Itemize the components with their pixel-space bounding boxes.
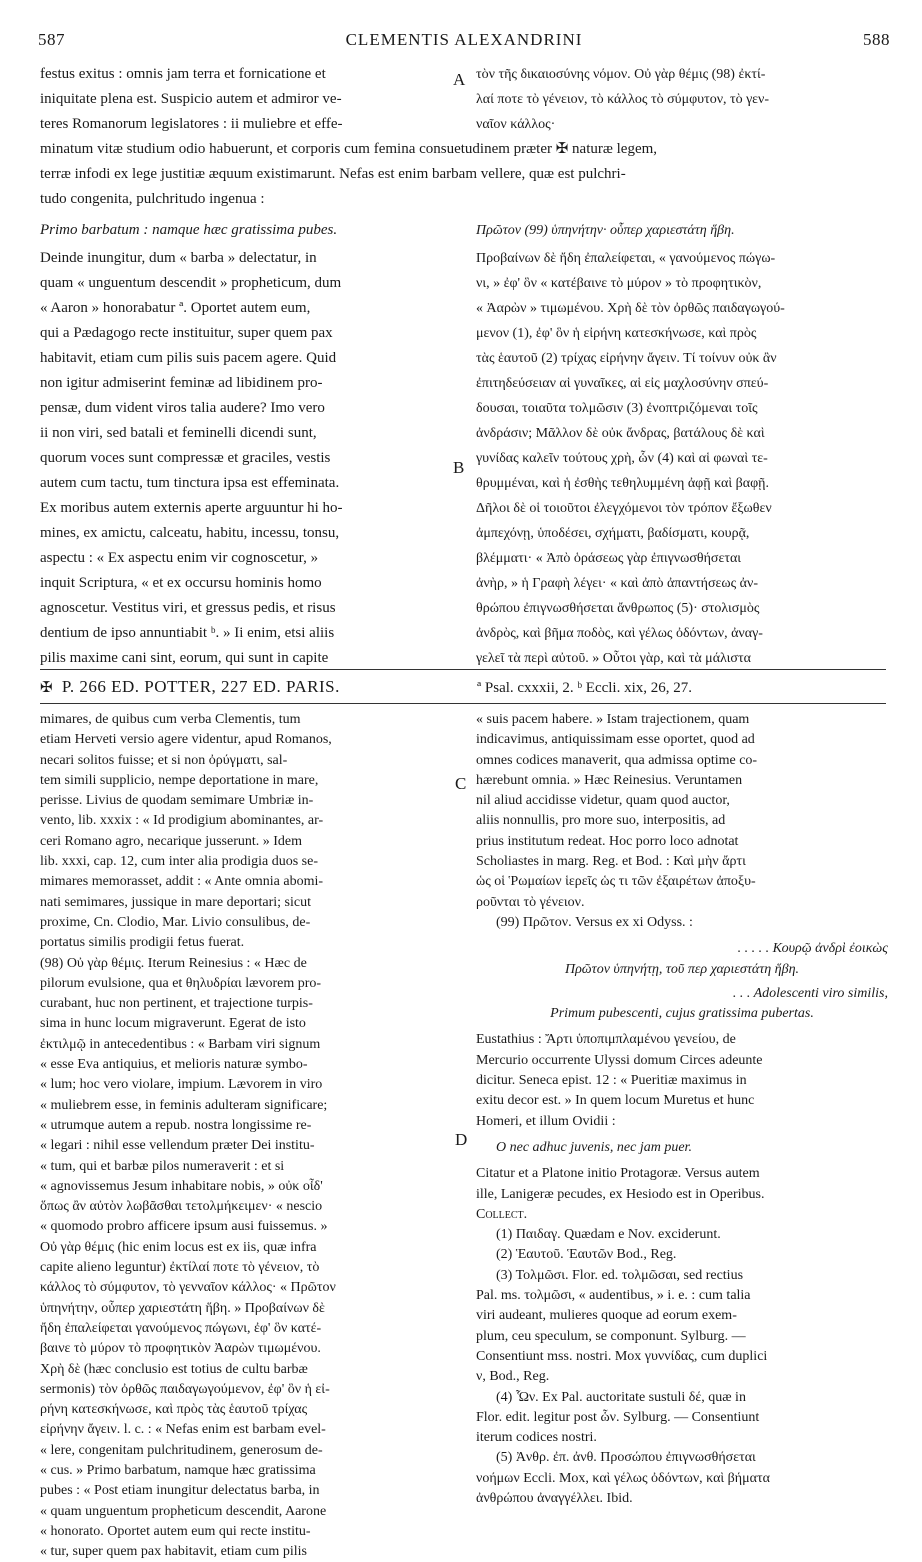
note-line: perisse. Livius de quodam semimare Umbriæ in- (40, 793, 314, 809)
text-line: quorum voces sunt compressæ et graciles, vestis (40, 450, 331, 466)
text-line: iniquitate plena est. Suspicio autem et admiror ve- (40, 91, 342, 107)
note-line: « agnovissemus Jesum inhabitare nobis, » οὐκ οἶδ' (40, 1178, 323, 1194)
note-line: (3) Τολμῶσι. Flor. ed. τολμῶσαι, sed rectius (496, 1267, 744, 1283)
note-line: sermonis) τὸν ὀρθῶς παιδαγωγούμενον, ἐφ' ὃν ἡ εἰ- (40, 1381, 330, 1397)
text-line: pensæ, dum vident viros talia audere? Imo vero (40, 400, 325, 416)
text-line: qui a Pædagogo recte instituitur, super quem pax (40, 325, 333, 341)
note-line: viri audeant, mulieres quoque ad eorum exem- (476, 1308, 737, 1324)
note-line: proxime, Cn. Clodio, Mar. Livio consulibus, de- (40, 914, 311, 930)
note-line: ille, Lanigeræ pecudes, ex Hesiodo est in Operibus. (476, 1186, 765, 1202)
note-line: aliis nonnullis, pro more suo, interpositis, ad (476, 813, 726, 829)
note-line: indicavimus, antiquissimam esse oportet, quod ad (476, 732, 755, 748)
margin-marker-a: A (453, 70, 466, 89)
note-line: « cus. » Primo barbatum, namque hæc gratissima (40, 1462, 316, 1478)
note-line: ἐκτιλμῷ in antecedentibus : « Barbam viri signum (40, 1036, 321, 1052)
text-line: « Ἀαρὼν » τιμωμένου. Χρὴ δὲ τὸν ὀρθῶς παιδαγωγού- (476, 301, 785, 316)
text-line: aspectu : « Ex aspectu enim vir cognoscetur, » (40, 550, 319, 566)
text-line: θρυμμέναι, καὶ ἡ ἐσθὴς τεθηλυμμένη ἀφῇ καὶ βαφῇ. (476, 476, 769, 491)
text-line: θρώπου ἐπιγνωσθήσεται ἄνθρωπος (5)· στολισμὸς (476, 601, 760, 616)
verse-latin: Primo barbatum : namque hæc gratissima pubes. (40, 222, 338, 238)
footnote-references: ª Psal. cxxxii, 2. ᵇ Eccli. xix, 26, 27. (477, 680, 693, 696)
text-line: pilis maxime cani sint, eorum, qui sunt in capite (40, 650, 329, 666)
note-line: ἤδη ἐπαλείφεται γανούμενος πώγωνι, ἐφ' ὃν κατέ- (40, 1320, 322, 1336)
edition-reference (40, 677, 340, 697)
text-line: mines, ex amictu, calceatu, habitu, incessu, tonsu, (40, 525, 340, 541)
note-line: iterum codices nostri. (476, 1430, 597, 1446)
page-number-right: 588 (863, 30, 890, 49)
note-line: κάλλος τὸ σύμφυτον, τὸ γενναῖον κάλλος· « Πρῶτον (40, 1280, 336, 1296)
note-line: Οὐ γὰρ θέμις (hic enim locus est ex iis, quæ infra (40, 1239, 317, 1255)
text-line: μενον (1), ἐφ' ὃν ἡ εἰρήνη κατεσκήνωσε, καὶ πρὸς (476, 326, 757, 341)
note-line: Mercurio occurrente Ulyssi domum Circes adeunte (476, 1052, 763, 1068)
verse-greek-1: . . . . . Κουρῷ ἀνδρὶ ἐοικὼς (737, 941, 888, 957)
text-line: ἀνδράσιν; Μᾶλλον δὲ οὐκ ἄνδρας, βατάλους δὲ καὶ (476, 426, 765, 441)
note-line: ὑπηνήτην, οὗπερ χαριεστάτη ἥβη. » Προβαίνων δὲ (40, 1300, 325, 1316)
section-rule (40, 703, 886, 704)
note-line: εἰρήνην ἄγειν. l. c. : « Nefas enim est barbam evel- (40, 1422, 326, 1438)
running-header (38, 30, 890, 56)
note-line: (2) Ἑαυτοῦ. Ἑαυτῶν Bod., Reg. (496, 1247, 677, 1263)
note-line: Homeri, et illum Ovidii : (476, 1113, 616, 1129)
note-line: « quam unguentum propheticum descendit, Aarone (40, 1503, 327, 1519)
note-line: ροῦνται τὸ γένειον. (476, 894, 585, 910)
note-line: hærebunt omnia. » Hæc Reinesius. Veruntamen (476, 772, 743, 788)
note-line: « quomodo probro afficere ipsum ausi fuissemus. » (40, 1219, 328, 1235)
text-line: γελεῖ τὰ περὶ αὐτοῦ. » Οὗτοι γὰρ, καὶ τὰ μάλιστα (476, 651, 751, 666)
note-line: « legari : nihil esse vellendum præter Dei institu- (40, 1138, 315, 1154)
text-line: minatum vitæ studium odio habuerunt, et corporis cum femina consuetudinem præter ✠ naturæ legem, (40, 141, 658, 157)
note-line: plum, ceu speculum, se componunt. Sylburg. — (476, 1328, 746, 1344)
note-line: « tum, qui et barbæ pilos numeraverit : et si (40, 1158, 285, 1174)
verse-ovid: O nec adhuc juvenis, nec jam puer. (496, 1139, 692, 1155)
note-line: mimares memorasset, addit : « Ante omnia abomi- (40, 874, 324, 890)
note-line: portatus similis prodigii fetus fuerat. (40, 935, 245, 951)
text-line: non igitur admiserint feminæ ad libidinem pro- (40, 375, 323, 391)
cross-icon: ✠ (40, 680, 54, 696)
running-title: CLEMENTIS ALEXANDRINI (345, 30, 583, 49)
text-line: autem cum tactu, tum tinctura ipsa est effeminata. (40, 475, 340, 491)
text-line: agnoscetur. Vestitus viri, et gressus pedis, et risus (40, 600, 336, 616)
note-line: nil aliud accidisse videtur, quam quod auctor, (476, 793, 730, 809)
note-line: tem simili supplicio, nempe deportatione in mare, (40, 772, 319, 788)
greek-text-column (476, 246, 888, 671)
text-line: « Aaron » honorabatur ª. Oportet autem eum, (40, 300, 311, 316)
fullwidth-passage (40, 137, 886, 212)
text-line: habitavit, etiam cum pilis suis pacem agere. Quid (40, 350, 337, 366)
note-line: pubes : « Post etiam inungitur delectatus barba, in (40, 1483, 320, 1499)
note-line: (98) Οὐ γὰρ θέμις. Iterum Reinesius : « Hæc de (40, 955, 307, 971)
text-line: Προβαίνων δὲ ἤδη ἐπαλείφεται, « γανούμενος πώγω- (476, 251, 776, 266)
note-line: Consentiunt mss. nostri. Mox γυννίδας, cum duplici (476, 1348, 768, 1364)
note-line: « lere, congenitam pulchritudinem, generosum de- (40, 1442, 323, 1458)
text-line: ἀνδρὸς, καὶ βῆμα ποδὸς, καὶ γέλως ὀδόντων, ἀναγ- (476, 626, 763, 641)
text-line: τὰς ἑαυτοῦ (2) τρίχας εἰρήνην ἄγειν. Τί τοίνυν οὐκ ἂν (476, 351, 777, 366)
notes-right-column (476, 710, 888, 1509)
page-number-left: 587 (38, 30, 65, 49)
note-line: prius institutum redeat. Hoc porro loco adnotat (476, 833, 739, 849)
text-line: quam « unguentum descendit » propheticum, dum (40, 275, 342, 291)
note-line: necari solitos fuisse; et si non ὀρύγματι, sal- (40, 752, 288, 768)
note-line: Flor. edit. legitur post ὧν. Sylburg. — Consentiunt (476, 1409, 760, 1425)
notes-left-column (40, 710, 452, 1562)
note-line: « suis pacem habere. » Istam trajectionem, quam (476, 712, 750, 727)
note-line: (5) Ἀνθρ. ἐπ. ἀνθ. Προσώπου ἐπιγνωσθήσεται (496, 1450, 756, 1466)
text-line: inquit Scriptura, « et ex occursu hominis homo (40, 575, 322, 591)
note-line: νοήμων Eccli. Mox, καὶ γέλως ὀδόντων, καὶ βήματα (476, 1470, 770, 1486)
note-line: dicitur. Seneca epist. 12 : « Pueritiæ maximus in (476, 1073, 747, 1089)
note-line: ceri Romano agro, necarique jusserunt. » Idem (40, 833, 303, 849)
note-line: curabant, huc non pertinent, et trajectione turpis- (40, 996, 313, 1012)
section-rule (40, 669, 886, 670)
margin-marker-c: C (455, 774, 467, 793)
note-line: (99) Πρῶτον. Versus ex xi Odyss. : (496, 914, 693, 930)
note-line: Eustathius : Ἄρτι ὑποπιμπλαμένου γενείου, de (476, 1032, 736, 1048)
note-line: mimares, de quibus cum verba Clementis, tum (40, 712, 301, 727)
note-line: Collect. (476, 1206, 528, 1222)
text-line: ἀνὴρ, » ἡ Γραφὴ λέγει· « καὶ ἀπὸ ἀπαντήσεως ἀν- (476, 576, 758, 591)
margin-marker-d: D (455, 1130, 468, 1149)
note-line: (1) Παιδαγ. Quædam e Nov. exciderunt. (496, 1227, 721, 1243)
note-line: capite alieno leguntur) ἐκτίλαί ποτε τὸ γένειον, τὸ (40, 1260, 320, 1276)
note-line: ὅπως ἂν αὐτὸν λωβᾶσθαι τετολμήκειμεν· « nescio (40, 1199, 323, 1215)
text-line: Δῆλοι δὲ οἱ τοιοῦτοι ἐλεγχόμενοι τὸν τρόπον ἔξωθεν (476, 501, 772, 516)
text-line: ἀμπεχόνῃ, ὑποδέσει, σχήματι, βαδίσματι, κουρᾷ, (476, 526, 750, 541)
note-line: vento, lib. xxxix : « Id prodigium abominantes, ar- (40, 813, 324, 829)
note-line: ἀνθρώπου ἀναγγέλλει. Ibid. (476, 1490, 633, 1506)
verse-greek: Πρῶτον (99) ὑπηνήτην· οὗπερ χαριεστάτη ἥβη. (476, 223, 735, 238)
note-line: ρήνη κατεσκήνωσε, καὶ πρὸς τὰς ἑαυτοῦ τρίχας (40, 1402, 308, 1418)
verse-latin-2: Primum pubescenti, cujus gratissima pubertas. (550, 1006, 814, 1022)
latin-translation-column (40, 246, 450, 671)
upper-left-intro (40, 62, 445, 137)
text-line: λαί ποτε τὸ γένειον, τὸ κάλλος τὸ σύμφυτον, τὸ γεν- (476, 92, 769, 107)
text-line: Deinde inungitur, dum « barba » delectatur, in (40, 250, 317, 266)
note-line: Citatur et a Platone initio Protagoræ. Versus autem (476, 1166, 760, 1182)
text-line: βλέμματι· « Ἀπὸ ὁράσεως γὰρ ἐπιγνωσθήσεται (476, 551, 742, 566)
note-line: « honorato. Oportet autem eum qui recte institu- (40, 1523, 311, 1539)
text-line: tudo congenita, pulchritudo ingenua : (40, 191, 265, 207)
verse-greek-2: Πρῶτον ὑπηνήτῃ, τοῦ περ χαριεστάτη ἥβη. (564, 961, 800, 977)
note-line: ὡς οἱ Ῥωμαίων ἱερεῖς ὡς τι τῶν ἐξαιρέτων ἀποξυ- (476, 874, 756, 890)
note-line: Pal. ms. τολμῶσι, « audentibus, » i. e. : cum talia (476, 1288, 751, 1304)
note-line: Χρὴ δὲ (hæc conclusio est totius de cultu barbæ (40, 1361, 308, 1377)
upper-right-intro (476, 62, 886, 137)
note-line: etiam Herveti versio agere videntur, apud Romanos, (40, 732, 332, 748)
note-line: βαινε τὸ μύρον τὸ προφητικὸν Ἀαρὼν τιμωμένου. (40, 1341, 321, 1357)
note-line: « muliebrem esse, in feminis adulteram significare; (40, 1097, 328, 1113)
note-line: sima in hunc locum migraverunt. Egerat de isto (40, 1016, 306, 1032)
note-line: « utrumque autem a repub. nostra longissime re- (40, 1117, 312, 1133)
note-line: pilorum evulsione, qua et θηλυδρίαι lævorem pro- (40, 975, 322, 991)
text-line: ii non viri, sed batali et feminelli dicendi sunt, (40, 425, 317, 441)
text-line: terræ infodi ex lege justitiæ æquum existimarunt. Nefas est enim barbam vellere, quæ est pulchri- (40, 166, 626, 182)
edition-text: P. 266 ED. POTTER, 227 ED. PARIS. (61, 677, 340, 696)
text-line: δουσαι, τοιαῦτα τολμῶσιν (3) ἐνοπτριζόμεναι τοῖς (476, 401, 758, 416)
text-line: dentium de ipso annuntiabit ᵇ. » Ii enim, etsi aliis (40, 625, 335, 641)
text-line: ναῖον κάλλος· (476, 117, 556, 132)
note-line: lib. xxxi, cap. 12, cum inter alia prodigia duos se- (40, 854, 318, 870)
note-line: nati semimares, jussique in mare deportari; sicut (40, 894, 311, 910)
note-line: Scholiastes in marg. Reg. et Bod. : Καὶ μὴν ἄρτι (476, 854, 746, 870)
text-line: ἐπιτηδεύσειαν αἱ γυναῖκες, αἱ εἰς μαχλοσύνην σπεύ- (476, 376, 769, 391)
text-line: γυνίδας καλεῖν τούτους χρὴ, ὧν (4) καὶ αἱ φωναὶ τε- (476, 451, 768, 466)
note-line: (4) Ὧν. Ex Pal. auctoritate sustuli δέ, quæ in (496, 1389, 746, 1405)
verse-latin-1: . . . Adolescenti viro similis, (732, 985, 888, 1001)
note-line: « esse Eva antiquius, et melioris naturæ symbo- (40, 1057, 308, 1073)
note-line: « tur, super quem pax habitavit, etiam cum pilis (40, 1544, 307, 1560)
note-line: « lum; hoc vero violare, impium. Lævorem in viro (40, 1077, 323, 1093)
note-line: ν, Bod., Reg. (476, 1369, 550, 1385)
text-line: Ex moribus autem externis aperte arguuntur hi ho- (40, 500, 343, 516)
note-line: exitu decor est. » In quem locum Muretus et hunc (476, 1093, 755, 1109)
text-line: τὸν τῆς δικαιοσύνης νόμον. Οὐ γὰρ θέμις (98) ἐκτί- (476, 67, 766, 82)
text-line: teres Romanorum legislatores : ii muliebre et effe- (40, 116, 343, 132)
text-line: νι, » ἐφ' ὃν « κατέβαινε τὸ μύρον » τὸ προφητικὸν, (476, 276, 762, 291)
note-line: omnes codices manaverit, qua admissa optime co- (476, 752, 758, 768)
margin-marker-b: B (453, 458, 465, 477)
text-line: festus exitus : omnis jam terra et fornicatione et (40, 66, 326, 82)
